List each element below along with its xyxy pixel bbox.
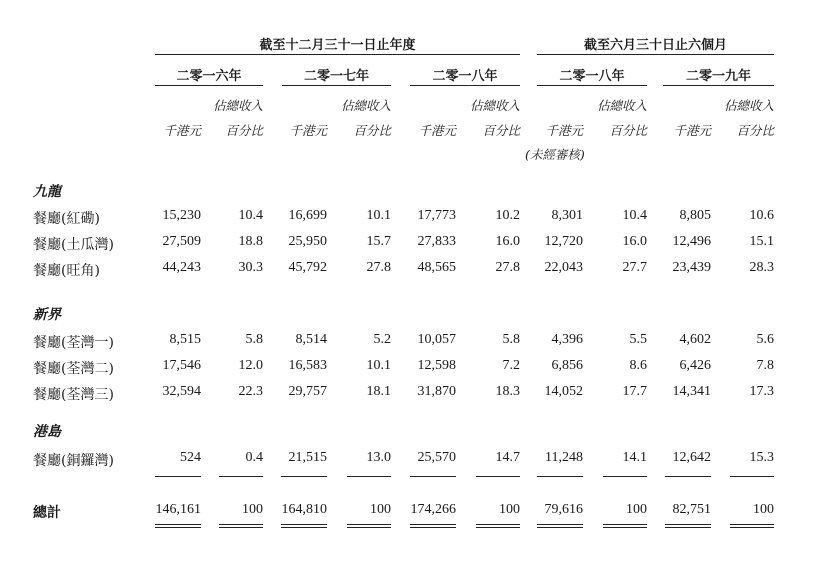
subtotal-underline bbox=[537, 476, 583, 477]
table-cell: 6,856 bbox=[551, 358, 583, 373]
subheader-pct-top: 佔總收入 bbox=[340, 98, 391, 113]
subheader-unaudited: (未經審核) bbox=[525, 147, 585, 162]
table-cell: 14,052 bbox=[544, 384, 583, 399]
subheader-hkd: 千港元 bbox=[545, 123, 583, 138]
total-cell: 100 bbox=[753, 502, 774, 517]
table-cell: 25,950 bbox=[288, 234, 327, 249]
table-cell: 16.0 bbox=[622, 234, 647, 249]
subheader-pct: 百分比 bbox=[225, 123, 263, 138]
subtotal-underline bbox=[281, 476, 327, 477]
year-underline bbox=[537, 85, 647, 86]
table-cell: 10.2 bbox=[495, 208, 520, 223]
table-cell: 10.1 bbox=[366, 358, 391, 373]
table-cell: 27.7 bbox=[622, 260, 647, 275]
subtotal-underline bbox=[347, 476, 391, 477]
year-underline bbox=[282, 85, 391, 86]
total-double-underline bbox=[410, 527, 456, 528]
total-double-underline bbox=[665, 524, 711, 525]
table-cell: 10.6 bbox=[749, 208, 774, 223]
subheader-pct-top: 佔總收入 bbox=[596, 98, 647, 113]
section-title: 新界 bbox=[33, 307, 61, 323]
year-underline bbox=[663, 85, 774, 86]
table-cell: 5.2 bbox=[373, 332, 391, 347]
group-underline-half bbox=[537, 54, 774, 55]
subtotal-underline bbox=[665, 476, 711, 477]
table-cell: 8,514 bbox=[295, 332, 327, 347]
subheader-pct: 百分比 bbox=[736, 123, 774, 138]
year-underline bbox=[410, 85, 520, 86]
table-cell: 27.8 bbox=[366, 260, 391, 275]
table-cell: 5.8 bbox=[245, 332, 263, 347]
group-underline-year bbox=[155, 54, 520, 55]
table-cell: 22.3 bbox=[238, 384, 263, 399]
table-cell: 0.4 bbox=[245, 450, 263, 465]
group-header-year: 截至十二月三十一日止年度 bbox=[259, 38, 416, 53]
total-cell: 100 bbox=[370, 502, 391, 517]
total-double-underline bbox=[281, 527, 327, 528]
year-header: 二零一九年 bbox=[685, 69, 751, 84]
year-header: 二零一八年 bbox=[559, 69, 625, 84]
total-double-underline bbox=[603, 527, 647, 528]
table-cell: 11,248 bbox=[545, 450, 583, 465]
total-cell: 100 bbox=[242, 502, 263, 517]
table-cell: 12,642 bbox=[672, 450, 711, 465]
table-cell: 5.8 bbox=[502, 332, 520, 347]
table-cell: 18.8 bbox=[238, 234, 263, 249]
table-cell: 12.0 bbox=[238, 358, 263, 373]
table-cell: 25,570 bbox=[417, 450, 456, 465]
table-cell: 12,496 bbox=[672, 234, 711, 249]
subtotal-underline bbox=[730, 476, 774, 477]
total-cell: 100 bbox=[499, 502, 520, 517]
table-cell: 17.3 bbox=[749, 384, 774, 399]
table-cell: 10.4 bbox=[622, 208, 647, 223]
table-cell: 27.8 bbox=[495, 260, 520, 275]
table-cell: 15.1 bbox=[749, 234, 774, 249]
total-label: 總計 bbox=[33, 505, 61, 521]
table-cell: 8,805 bbox=[679, 208, 711, 223]
table-cell: 30.3 bbox=[238, 260, 263, 275]
total-cell: 100 bbox=[626, 502, 647, 517]
row-label: 餐廳(荃灣三) bbox=[33, 387, 114, 403]
subheader-pct: 百分比 bbox=[482, 123, 520, 138]
table-cell: 15.7 bbox=[366, 234, 391, 249]
total-double-underline bbox=[603, 524, 647, 525]
year-underline bbox=[155, 85, 263, 86]
subheader-pct: 百分比 bbox=[609, 123, 647, 138]
total-double-underline bbox=[219, 524, 263, 525]
table-cell: 45,792 bbox=[288, 260, 327, 275]
table-cell: 21,515 bbox=[288, 450, 327, 465]
section-title: 港島 bbox=[33, 424, 61, 440]
table-cell: 32,594 bbox=[162, 384, 201, 399]
subheader-hkd: 千港元 bbox=[418, 123, 456, 138]
table-cell: 4,396 bbox=[551, 332, 583, 347]
total-cell: 79,616 bbox=[544, 502, 583, 517]
table-cell: 22,043 bbox=[544, 260, 583, 275]
total-double-underline bbox=[155, 527, 201, 528]
table-cell: 7.8 bbox=[756, 358, 774, 373]
subheader-hkd: 千港元 bbox=[673, 123, 711, 138]
table-cell: 10,057 bbox=[417, 332, 456, 347]
subheader-pct-top: 佔總收入 bbox=[212, 98, 263, 113]
table-cell: 31,870 bbox=[417, 384, 456, 399]
subheader-pct-top: 佔總收入 bbox=[723, 98, 774, 113]
table-cell: 15.3 bbox=[749, 450, 774, 465]
table-cell: 17,773 bbox=[417, 208, 456, 223]
total-double-underline bbox=[537, 524, 583, 525]
table-cell: 8,515 bbox=[169, 332, 201, 347]
total-double-underline bbox=[155, 524, 201, 525]
table-cell: 13.0 bbox=[366, 450, 391, 465]
table-cell: 6,426 bbox=[679, 358, 711, 373]
row-label: 餐廳(銅鑼灣) bbox=[33, 453, 114, 469]
total-double-underline bbox=[665, 527, 711, 528]
table-cell: 14,341 bbox=[672, 384, 711, 399]
table-cell: 14.1 bbox=[622, 450, 647, 465]
table-cell: 15,230 bbox=[162, 208, 201, 223]
total-double-underline bbox=[730, 527, 774, 528]
table-cell: 17.7 bbox=[622, 384, 647, 399]
table-cell: 10.1 bbox=[366, 208, 391, 223]
subheader-pct-top: 佔總收入 bbox=[469, 98, 520, 113]
row-label: 餐廳(荃灣二) bbox=[33, 361, 114, 377]
table-cell: 16,583 bbox=[288, 358, 327, 373]
table-cell: 12,720 bbox=[544, 234, 583, 249]
row-label: 餐廳(土瓜灣) bbox=[33, 237, 114, 253]
table-cell: 10.4 bbox=[238, 208, 263, 223]
table-cell: 4,602 bbox=[679, 332, 711, 347]
group-header-half: 截至六月三十日止六個月 bbox=[583, 38, 727, 53]
total-cell: 82,751 bbox=[672, 502, 711, 517]
total-double-underline bbox=[347, 527, 391, 528]
total-double-underline bbox=[281, 524, 327, 525]
total-double-underline bbox=[476, 527, 520, 528]
row-label: 餐廳(紅磡) bbox=[33, 211, 100, 227]
total-cell: 146,161 bbox=[155, 502, 201, 517]
subtotal-underline bbox=[603, 476, 647, 477]
subtotal-underline bbox=[476, 476, 520, 477]
table-cell: 12,598 bbox=[417, 358, 456, 373]
subheader-pct: 百分比 bbox=[353, 123, 391, 138]
table-cell: 16.0 bbox=[495, 234, 520, 249]
table-cell: 524 bbox=[180, 450, 201, 465]
total-double-underline bbox=[219, 527, 263, 528]
table-cell: 27,509 bbox=[162, 234, 201, 249]
total-cell: 164,810 bbox=[281, 502, 327, 517]
row-label: 餐廳(旺角) bbox=[33, 263, 100, 279]
subtotal-underline bbox=[219, 476, 263, 477]
subtotal-underline bbox=[410, 476, 456, 477]
total-double-underline bbox=[537, 527, 583, 528]
table-cell: 7.2 bbox=[502, 358, 520, 373]
subheader-hkd: 千港元 bbox=[163, 123, 201, 138]
table-cell: 18.1 bbox=[366, 384, 391, 399]
table-cell: 27,833 bbox=[417, 234, 456, 249]
row-label: 餐廳(荃灣一) bbox=[33, 335, 114, 351]
total-double-underline bbox=[347, 524, 391, 525]
table-cell: 17,546 bbox=[162, 358, 201, 373]
section-title: 九龍 bbox=[33, 184, 61, 200]
table-cell: 48,565 bbox=[417, 260, 456, 275]
year-header: 二零一六年 bbox=[176, 69, 242, 84]
year-header: 二零一七年 bbox=[303, 69, 369, 84]
table-cell: 8,301 bbox=[551, 208, 583, 223]
table-cell: 16,699 bbox=[288, 208, 327, 223]
table-cell: 5.6 bbox=[756, 332, 774, 347]
table-cell: 18.3 bbox=[495, 384, 520, 399]
year-header: 二零一八年 bbox=[432, 69, 498, 84]
table-cell: 29,757 bbox=[288, 384, 327, 399]
subheader-hkd: 千港元 bbox=[289, 123, 327, 138]
table-cell: 44,243 bbox=[162, 260, 201, 275]
total-double-underline bbox=[730, 524, 774, 525]
table-cell: 14.7 bbox=[495, 450, 520, 465]
table-cell: 8.6 bbox=[629, 358, 647, 373]
table-cell: 23,439 bbox=[672, 260, 711, 275]
total-double-underline bbox=[476, 524, 520, 525]
total-cell: 174,266 bbox=[410, 502, 456, 517]
table-cell: 5.5 bbox=[629, 332, 647, 347]
table-cell: 28.3 bbox=[749, 260, 774, 275]
total-double-underline bbox=[410, 524, 456, 525]
subtotal-underline bbox=[155, 476, 201, 477]
